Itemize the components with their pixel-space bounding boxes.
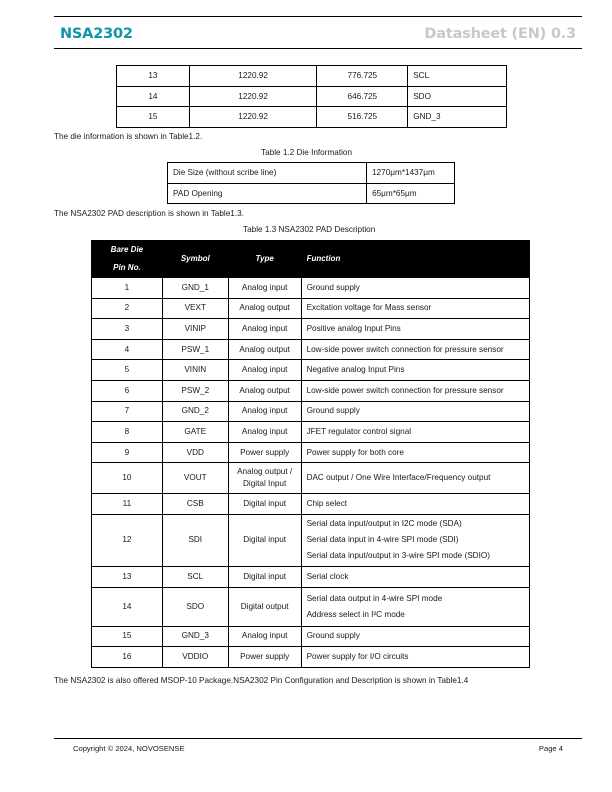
table-row [92, 380, 530, 401]
table-cell: 65μm*65μm [367, 183, 455, 204]
pin-cell: 8 [92, 422, 163, 443]
column-header-pin-no [92, 241, 163, 278]
table-cell: SCL [408, 66, 507, 87]
function-line: Power supply for both core [306, 447, 404, 457]
function-line: Ground supply [306, 406, 360, 416]
pad-description-table [91, 240, 530, 668]
symbol-cell: VINIP [162, 319, 228, 340]
header-document-label: Datasheet (EN) 0.3 [424, 26, 576, 42]
table-cell: 13 [117, 66, 190, 87]
function-line: Ground supply [306, 631, 360, 641]
function-cell [301, 319, 529, 340]
table-row [168, 163, 455, 184]
function-cell [301, 278, 529, 299]
function-cell [301, 298, 529, 319]
function-line: JFET regulator control signal [306, 426, 412, 436]
function-cell [301, 380, 529, 401]
table-row [92, 339, 530, 360]
type-cell: Analog output [228, 298, 301, 319]
pin-cell: 9 [92, 442, 163, 463]
function-line: Chip select [306, 499, 348, 509]
die-information-table [167, 162, 455, 204]
type-cell: Analog input [228, 319, 301, 340]
symbol-cell: SDI [162, 514, 228, 566]
type-cell: Analog input [228, 626, 301, 647]
table-caption-die-info: Table 1.2 Die Information [261, 148, 353, 157]
table-cell: SDO [408, 86, 507, 107]
header-text: Pin No. [113, 263, 141, 272]
pin-cell: 4 [92, 339, 163, 360]
table-row [92, 494, 530, 515]
function-line: Power supply for I/O circuits [306, 651, 409, 661]
pin-cell: 1 [92, 278, 163, 299]
function-line: Negative analog Input Pins [306, 365, 405, 375]
pin-cell: 6 [92, 380, 163, 401]
function-cell [301, 422, 529, 443]
paragraph-pad-description: The NSA2302 PAD description is shown in Table1.3. [54, 209, 244, 218]
type-cell: Power supply [228, 442, 301, 463]
table-row [92, 463, 530, 494]
pin-cell: 13 [92, 566, 163, 587]
table-row [92, 587, 530, 626]
table-row [168, 183, 455, 204]
type-line: Analog output / [237, 467, 293, 477]
symbol-cell: GND_2 [162, 401, 228, 422]
type-cell: Digital input [228, 514, 301, 566]
symbol-cell: SDO [162, 587, 228, 626]
header-top-rule [54, 16, 582, 17]
pin-cell: 2 [92, 298, 163, 319]
symbol-cell: VEXT [162, 298, 228, 319]
table-row [117, 107, 507, 128]
symbol-cell: VOUT [162, 463, 228, 494]
symbol-cell: GATE [162, 422, 228, 443]
type-cell: Analog output [228, 339, 301, 360]
function-line: Positive analog Input Pins [306, 323, 401, 333]
type-cell: Analog input [228, 360, 301, 381]
table-row [92, 298, 530, 319]
function-line: Low-side power switch connection for pressure sensor [306, 344, 504, 354]
footer-copyright: Copyright © 2024, NOVOSENSE [73, 744, 185, 753]
function-line: Excitation voltage for Mass sensor [306, 303, 432, 313]
header-text: Bare Die [110, 245, 144, 254]
pin-cell: 7 [92, 401, 163, 422]
table-cell: 15 [117, 107, 190, 128]
table-cell: PAD Opening [168, 183, 367, 204]
function-cell [301, 566, 529, 587]
type-cell [228, 463, 301, 494]
function-cell [301, 514, 529, 566]
function-cell [301, 587, 529, 626]
table-cell: 1270μm*1437μm [367, 163, 455, 184]
table-row [117, 86, 507, 107]
function-line: Ground supply [306, 282, 360, 292]
symbol-cell: GND_1 [162, 278, 228, 299]
function-cell [301, 463, 529, 494]
table-cell: 1220.92 [189, 86, 317, 107]
function-line: Serial clock [306, 571, 349, 581]
function-cell [301, 442, 529, 463]
function-line: Low-side power switch connection for pressure sensor [306, 385, 504, 395]
paragraph-die-info: The die information is shown in Table1.2. [54, 132, 203, 141]
pin-cell: 16 [92, 647, 163, 668]
function-cell [301, 339, 529, 360]
table-row [117, 66, 507, 87]
pin-cell: 12 [92, 514, 163, 566]
symbol-cell: PSW_1 [162, 339, 228, 360]
symbol-cell: VDD [162, 442, 228, 463]
function-line: Address select in I²C mode [306, 609, 405, 619]
function-cell [301, 647, 529, 668]
header-product-title: NSA2302 [60, 26, 133, 42]
table-cell: 776.725 [317, 66, 408, 87]
table-row [92, 278, 530, 299]
column-header-symbol: Symbol [162, 241, 228, 278]
pin-cell: 3 [92, 319, 163, 340]
table-cell: 1220.92 [189, 107, 317, 128]
table-row [92, 442, 530, 463]
table-row [92, 401, 530, 422]
header-bottom-rule [54, 48, 582, 49]
table-row [92, 319, 530, 340]
type-cell: Analog input [228, 278, 301, 299]
function-cell [301, 494, 529, 515]
table-cell: 646.725 [317, 86, 408, 107]
symbol-cell: CSB [162, 494, 228, 515]
table-row [92, 360, 530, 381]
table-cell: 516.725 [317, 107, 408, 128]
function-line: Serial data input/output in I2C mode (SDA) [306, 519, 462, 529]
symbol-cell: VININ [162, 360, 228, 381]
symbol-cell: PSW_2 [162, 380, 228, 401]
function-line: Serial data input/output in 3-wire SPI mode (SDIO) [306, 551, 490, 561]
table-cell: 1220.92 [189, 66, 317, 87]
function-cell [301, 401, 529, 422]
table-cell: GND_3 [408, 107, 507, 128]
function-line: Serial data input in 4-wire SPI mode (SDI) [306, 535, 459, 545]
pin-cell: 10 [92, 463, 163, 494]
symbol-cell: GND_3 [162, 626, 228, 647]
column-header-function: Function [301, 241, 529, 278]
column-header-type: Type [228, 241, 301, 278]
table-row [92, 647, 530, 668]
symbol-cell: SCL [162, 566, 228, 587]
function-line: DAC output / One Wire Interface/Frequency output [306, 473, 491, 483]
type-cell: Analog output [228, 380, 301, 401]
footer-page-number: Page 4 [538, 744, 563, 753]
symbol-cell: VDDIO [162, 647, 228, 668]
pin-cell: 11 [92, 494, 163, 515]
pin-cell: 5 [92, 360, 163, 381]
type-cell: Power supply [228, 647, 301, 668]
footer-rule [54, 738, 582, 739]
pad-coordinates-table-continued [116, 65, 507, 128]
table-caption-pad-description: Table 1.3 NSA2302 PAD Description [243, 225, 376, 234]
type-line: Digital Input [243, 479, 287, 489]
type-cell: Digital output [228, 587, 301, 626]
pad-description-body [92, 278, 530, 668]
function-cell [301, 360, 529, 381]
table-row [92, 422, 530, 443]
table-row [92, 566, 530, 587]
type-cell: Analog input [228, 401, 301, 422]
table-header-row [92, 241, 530, 278]
type-cell: Digital input [228, 566, 301, 587]
paragraph-msop-package: The NSA2302 is also offered MSOP-10 Package.NSA2302 Pin Configuration and Description is shown in Table1.4 [54, 676, 469, 685]
pin-cell: 15 [92, 626, 163, 647]
function-cell [301, 626, 529, 647]
table-cell: 14 [117, 86, 190, 107]
type-cell: Digital input [228, 494, 301, 515]
type-cell: Analog input [228, 422, 301, 443]
function-line: Serial data output in 4-wire SPI mode [306, 593, 443, 603]
table-row [92, 626, 530, 647]
table-row [92, 514, 530, 566]
table-cell: Die Size (without scribe line) [168, 163, 367, 184]
pin-cell: 14 [92, 587, 163, 626]
